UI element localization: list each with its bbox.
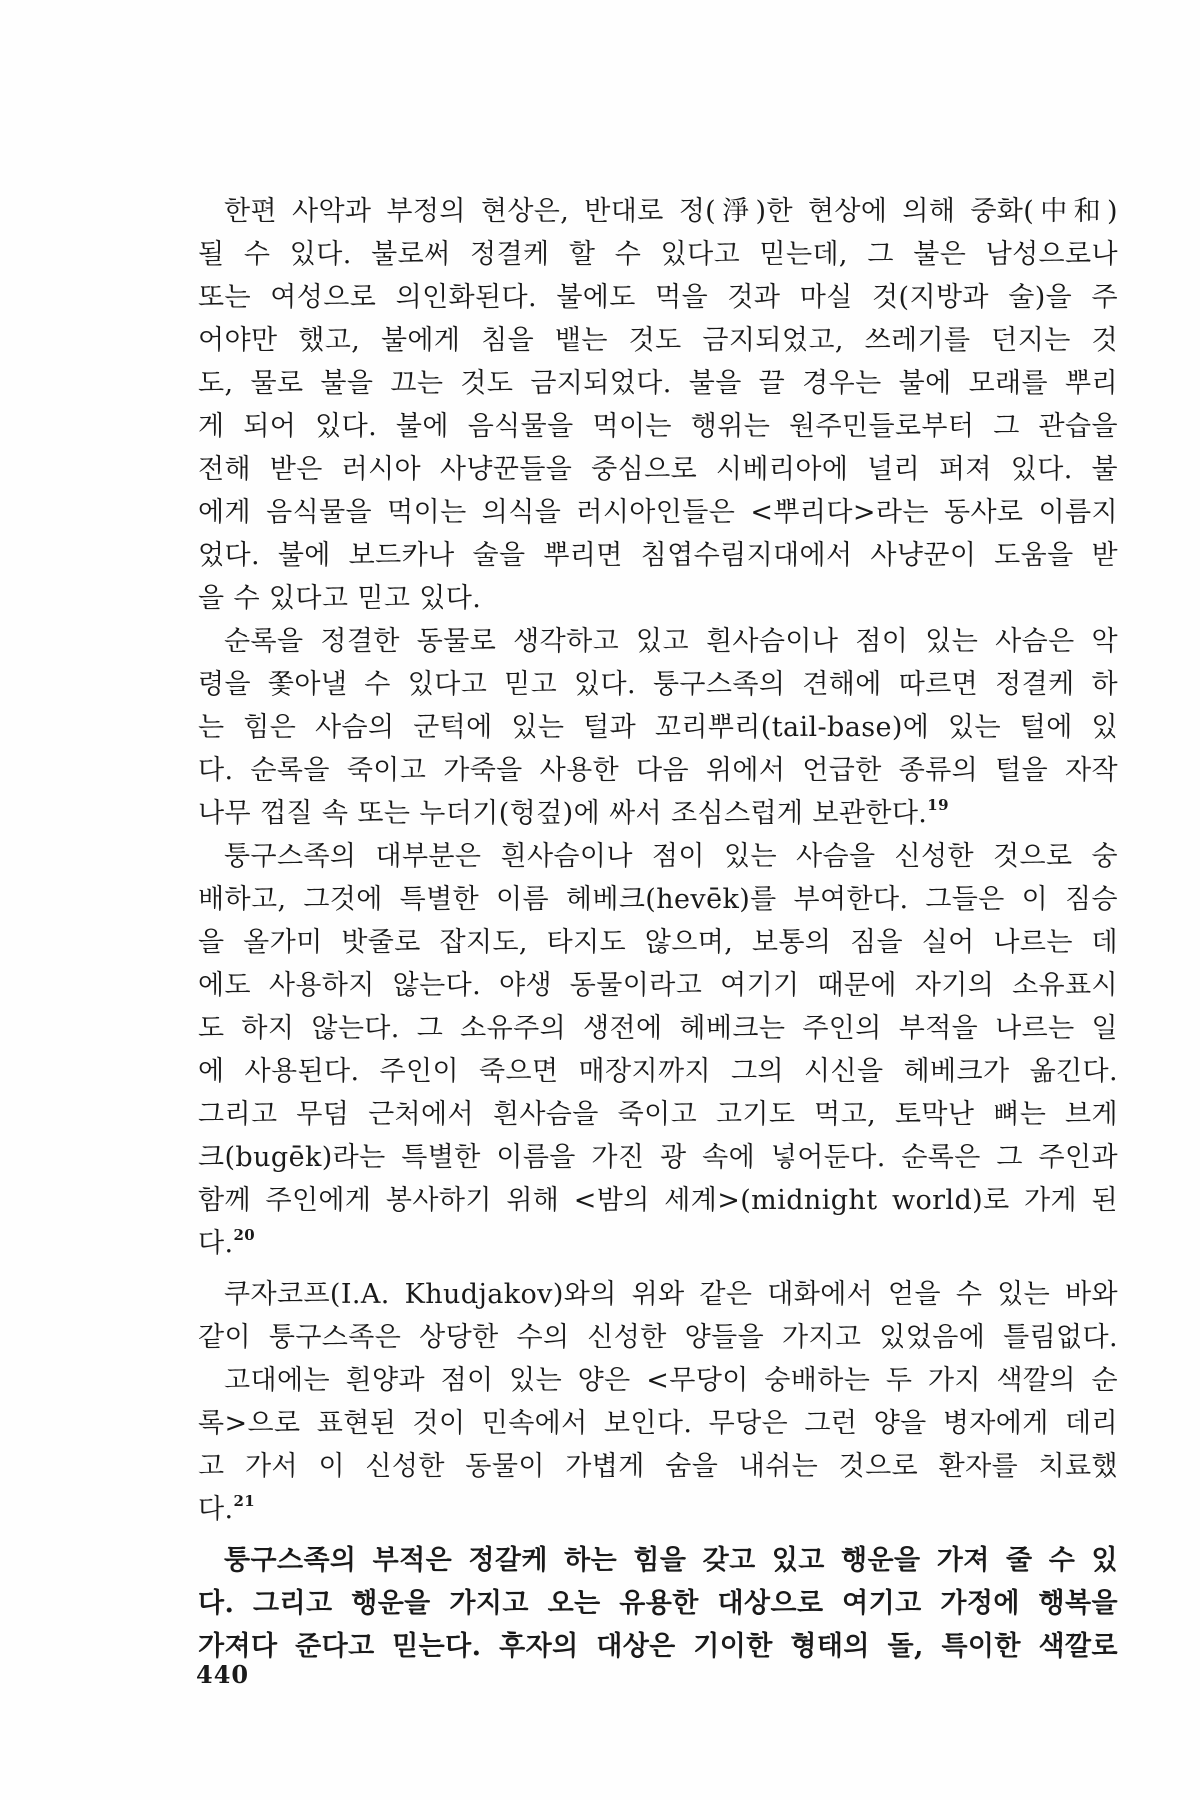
paragraph-5 <box>198 1359 1118 1531</box>
paragraph-2 <box>198 620 1118 835</box>
text-line: 에게 음식물을 먹이는 의식을 러시아인들은 <뿌리다>라는 동사로 이름지 <box>198 497 1118 528</box>
text-line: 에 사용된다. 주인이 죽으면 매장지까지 그의 시신을 헤베크가 옮긴다. <box>198 1056 1118 1087</box>
text-line: 고대에는 흰양과 점이 있는 양은 <무당이 숭배하는 두 가지 색깔의 순 <box>224 1365 1118 1396</box>
text-line: 고 가서 이 신성한 동물이 가볍게 숨을 내쉬는 것으로 환자를 치료했 <box>198 1451 1118 1482</box>
text-line: 같이 퉁구스족은 상당한 수의 신성한 양들을 가지고 있었음에 틀림없다. <box>198 1322 1118 1353</box>
text-line: 도, 물로 불을 끄는 것도 금지되었다. 불을 끌 경우는 불에 모래를 뿌리 <box>198 368 1118 399</box>
text-line: 도 하지 않는다. 그 소유주의 생전에 헤베크는 주인의 부적을 나르는 일 <box>198 1013 1118 1044</box>
text-line: 어야만 했고, 불에게 침을 뱉는 것도 금지되었고, 쓰레기를 던지는 것 <box>198 325 1118 356</box>
text-line: 가져다 준다고 믿는다. 후자의 대상은 기이한 형태의 돌, 특이한 색깔로 <box>198 1631 1118 1662</box>
paragraph-4 <box>198 1273 1118 1359</box>
paragraph-3 <box>198 835 1118 1265</box>
text-line: 순록을 정결한 동물로 생각하고 있고 흰사슴이나 점이 있는 사슴은 악 <box>224 626 1118 657</box>
text-line: 퉁구스족의 대부분은 흰사슴이나 점이 있는 사슴을 신성한 것으로 숭 <box>224 841 1118 872</box>
text-line: 배하고, 그것에 특별한 이름 헤베크(hevēk)를 부여한다. 그들은 이 짐승 <box>198 884 1118 915</box>
body-text <box>198 190 1118 1668</box>
text-line <box>198 792 1118 835</box>
text-line: 을 수 있다고 믿고 있다. <box>198 583 482 614</box>
text-line-content: 다. <box>198 1228 234 1259</box>
paragraph-1 <box>198 190 1118 620</box>
text-line: 함께 주인에게 봉사하기 위해 <밤의 세계>(midnight world)로 가게 된 <box>198 1185 1118 1216</box>
text-line: 크(bugēk)라는 특별한 이름을 가진 광 속에 넣어둔다. 순록은 그 주인과 <box>198 1142 1118 1173</box>
text-line: 는 힘은 사슴의 군턱에 있는 털과 꼬리뿌리(tail-base)에 있는 털에 있 <box>198 712 1118 743</box>
text-line: 한편 사악과 부정의 현상은, 반대로 정(淨)한 현상에 의해 중화(中和) <box>224 196 1118 227</box>
text-line-content: 나무 껍질 속 또는 누더기(헝겊)에 싸서 조심스럽게 보관한다. <box>198 798 928 829</box>
text-line: 또는 여성으로 의인화된다. 불에도 먹을 것과 마실 것(지방과 술)을 주 <box>198 282 1118 313</box>
text-line-content: 다. <box>198 1494 234 1525</box>
paragraph-6 <box>198 1539 1118 1668</box>
text-line: 령을 쫓아낼 수 있다고 믿고 있다. 퉁구스족의 견해에 따르면 정결케 하 <box>198 669 1118 700</box>
text-line: 다. 그리고 행운을 가지고 오는 유용한 대상으로 여기고 가정에 행복을 <box>198 1588 1118 1619</box>
text-line: 을 올가미 밧줄로 잡지도, 타지도 않으며, 보통의 짐을 실어 나르는 데 <box>198 927 1118 958</box>
text-line: 쿠자코프(I.A. Khudjakov)와의 위와 같은 대화에서 얻을 수 있는 바와 <box>224 1279 1118 1310</box>
text-line: 될 수 있다. 불로써 정결케 할 수 있다고 믿는데, 그 불은 남성으로나 <box>198 239 1118 270</box>
text-line: 다. 순록을 죽이고 가죽을 사용한 다음 위에서 언급한 종류의 털을 자작 <box>198 755 1118 786</box>
text-line: 전해 받은 러시아 사냥꾼들을 중심으로 시베리아에 널리 퍼져 있다. 불 <box>198 454 1118 485</box>
footnote-ref: 20 <box>233 1226 256 1244</box>
text-line: 었다. 불에 보드카나 술을 뿌리면 침엽수림지대에서 사냥꾼이 도움을 받 <box>198 540 1118 571</box>
text-line: 그리고 무덤 근처에서 흰사슴을 죽이고 고기도 먹고, 토막난 뼈는 브게 <box>198 1099 1118 1130</box>
text-line <box>198 1488 1118 1531</box>
text-line: 게 되어 있다. 불에 음식물을 먹이는 행위는 원주민들로부터 그 관습을 <box>198 411 1118 442</box>
text-line: 록>으로 표현된 것이 민속에서 보인다. 무당은 그런 양을 병자에게 데리 <box>198 1408 1118 1439</box>
text-line: 에도 사용하지 않는다. 야생 동물이라고 여기기 때문에 자기의 소유표시 <box>198 970 1118 1001</box>
text-line: 퉁구스족의 부적은 정갈케 하는 힘을 갖고 있고 행운을 가져 줄 수 있 <box>224 1545 1118 1576</box>
footnote-ref: 19 <box>927 796 949 814</box>
footnote-ref: 21 <box>233 1492 256 1510</box>
text-line <box>198 1222 1118 1265</box>
page-number: 440 <box>196 1660 250 1689</box>
